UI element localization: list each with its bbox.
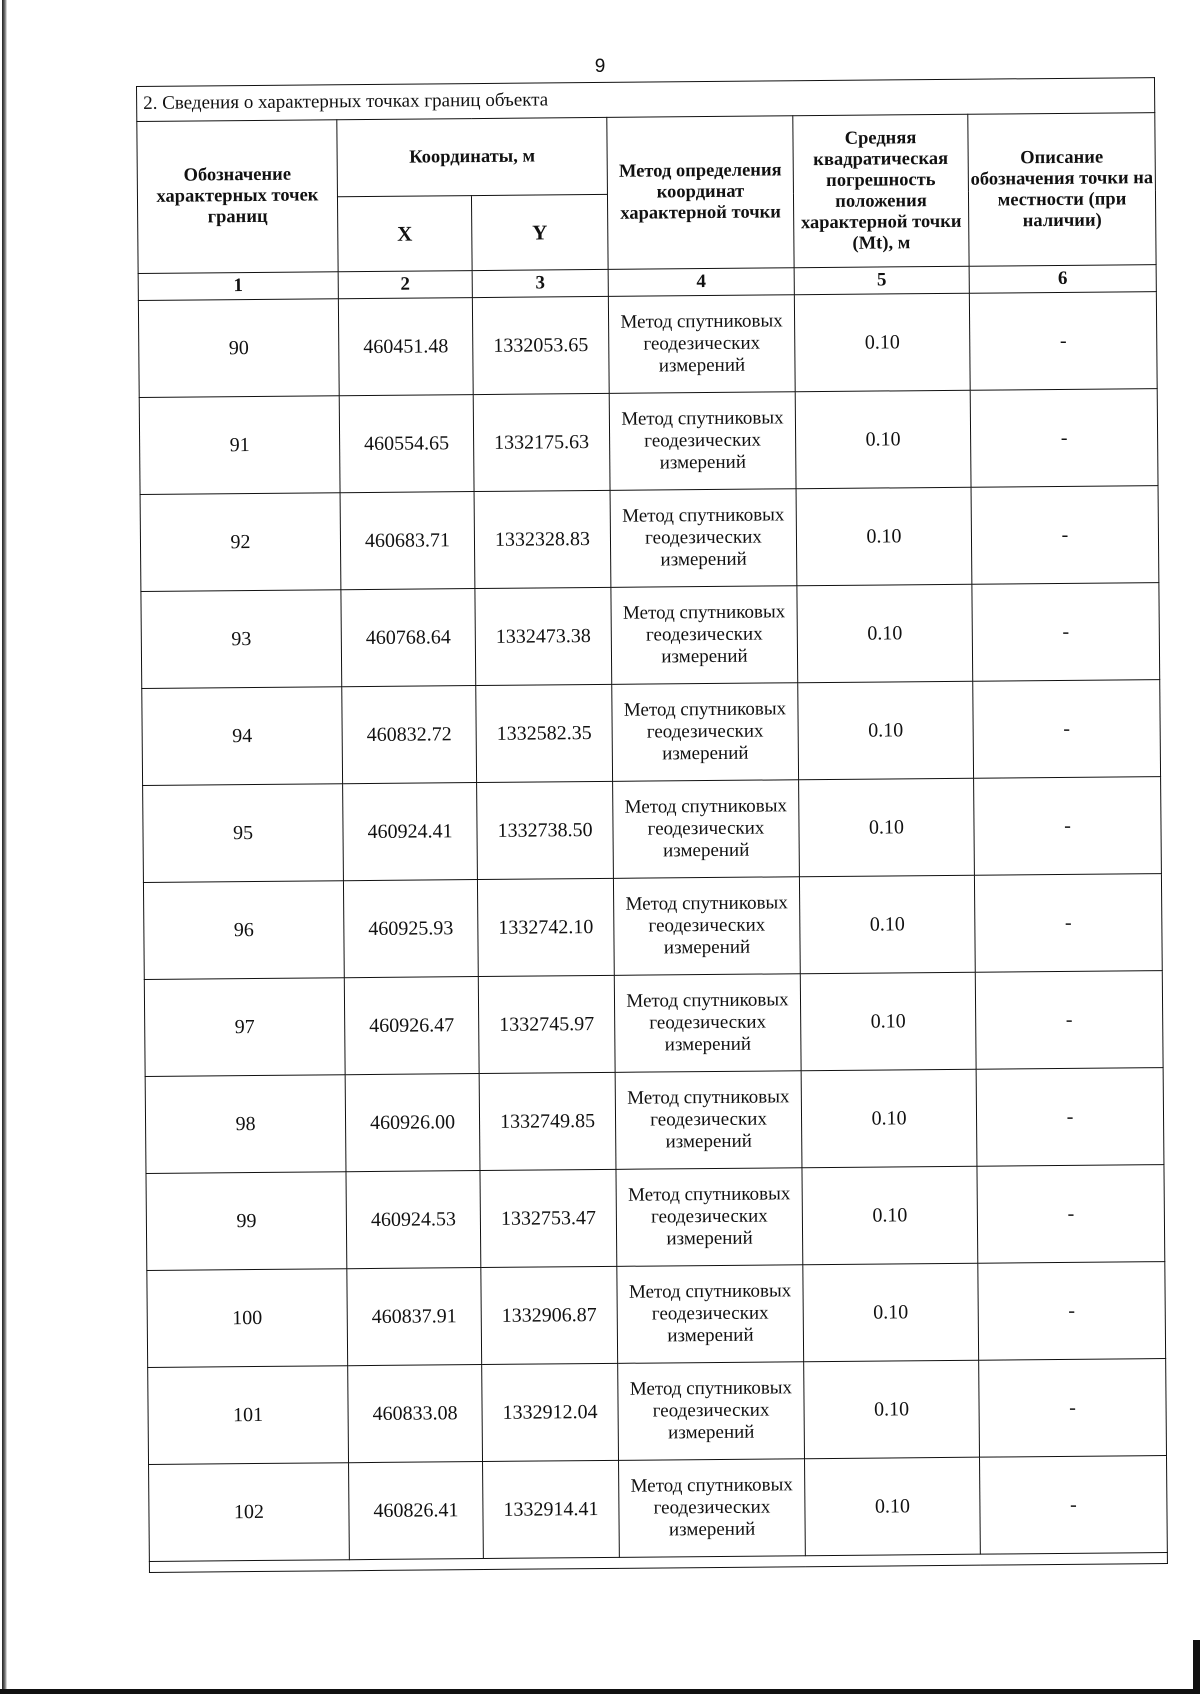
table-row (140, 486, 1159, 592)
point-description: - (977, 1165, 1165, 1264)
coordinate-x: 460924.41 (343, 783, 478, 881)
header-method: Метод определения координат характерной точки (607, 116, 794, 270)
mean-square-error: 0.10 (794, 293, 970, 392)
point-number: 98 (145, 1075, 346, 1174)
table-row (141, 583, 1160, 689)
table-row (138, 292, 1157, 398)
method: Метод спутниковых геодезических измерений (616, 1168, 803, 1267)
point-number: 94 (142, 687, 343, 786)
method: Метод спутниковых геодезических измерений (613, 780, 800, 879)
header-point-designation: Обозначение характерных точек границ (137, 120, 338, 274)
point-number: 90 (138, 299, 339, 398)
point-number: 92 (140, 493, 341, 592)
coordinate-x: 460826.41 (349, 1462, 484, 1560)
mean-square-error: 0.10 (799, 778, 975, 877)
point-number: 95 (143, 784, 344, 883)
header-description: Описание обозначения точки на местности (при наличии) (968, 113, 1156, 267)
mean-square-error: 0.10 (798, 681, 974, 780)
column-number-5: 5 (794, 266, 969, 295)
table-row (142, 680, 1161, 786)
point-description: - (969, 292, 1157, 391)
method: Метод спутниковых геодезических измерений (613, 877, 800, 976)
header-x: X (337, 196, 472, 272)
coordinate-y: 1332906.87 (481, 1266, 618, 1364)
coordinate-x: 460837.91 (347, 1268, 482, 1366)
coordinate-y: 1332738.50 (477, 781, 614, 879)
coordinate-y: 1332053.65 (472, 296, 609, 394)
table-row (146, 1165, 1165, 1271)
method: Метод спутниковых геодезических измерений (611, 586, 798, 685)
mean-square-error: 0.10 (805, 1457, 981, 1556)
scan-left-edge (2, 0, 7, 1694)
coordinate-y: 1332914.41 (483, 1460, 620, 1558)
coordinate-y: 1332473.38 (475, 587, 612, 685)
point-description: - (973, 680, 1161, 779)
mean-square-error: 0.10 (799, 875, 975, 974)
column-number-6: 6 (969, 265, 1156, 294)
coordinate-x: 460683.71 (340, 492, 475, 590)
coordinate-x: 460768.64 (341, 589, 476, 687)
point-description: - (972, 583, 1160, 682)
table-row (148, 1359, 1167, 1465)
point-number: 101 (148, 1366, 349, 1465)
column-number-4: 4 (608, 268, 794, 297)
point-number: 97 (144, 978, 345, 1077)
header-mean-square-error: Средняя квадратическая погрешность положения характерной точки (Mt), м (793, 114, 969, 268)
point-number: 100 (147, 1269, 348, 1368)
coordinate-x: 460925.93 (343, 880, 478, 978)
method: Метод спутниковых геодезических измерений (609, 392, 796, 491)
point-number: 96 (143, 881, 344, 980)
point-description: - (975, 971, 1163, 1070)
point-description: - (974, 874, 1162, 973)
point-description: - (979, 1359, 1167, 1458)
mean-square-error: 0.10 (802, 1166, 978, 1265)
point-description: - (979, 1456, 1167, 1555)
coordinate-y: 1332745.97 (478, 975, 615, 1073)
document-sheet (136, 77, 1167, 1573)
method: Метод спутниковых геодезических измерений (617, 1265, 804, 1364)
section-title: 2. Сведения о характерных точках границ объекта (137, 78, 1155, 122)
table-row (144, 971, 1163, 1077)
coordinate-x: 460554.65 (339, 395, 474, 493)
coordinate-x: 460924.53 (346, 1171, 481, 1269)
method: Метод спутниковых геодезических измерений (619, 1459, 806, 1558)
table-row (149, 1456, 1168, 1562)
scan-bottom-edge (0, 1689, 1200, 1694)
coordinate-x: 460926.00 (345, 1074, 480, 1172)
header-y: Y (471, 194, 608, 270)
point-number: 102 (149, 1463, 350, 1562)
table-row (147, 1262, 1166, 1368)
coordinate-y: 1332328.83 (474, 490, 611, 588)
point-description: - (970, 389, 1158, 488)
column-number-2: 2 (338, 271, 472, 299)
mean-square-error: 0.10 (804, 1360, 980, 1459)
method: Метод спутниковых геодезических измерений (612, 683, 799, 782)
scan-right-edge (1193, 1640, 1200, 1694)
coordinate-x: 460451.48 (338, 298, 473, 396)
mean-square-error: 0.10 (796, 487, 972, 586)
coordinate-y: 1332582.35 (476, 684, 613, 782)
mean-square-error: 0.10 (801, 1069, 977, 1168)
table-row (145, 1068, 1164, 1174)
point-number: 99 (146, 1172, 347, 1271)
mean-square-error: 0.10 (800, 972, 976, 1071)
column-number-1: 1 (138, 272, 338, 301)
method: Метод спутниковых геодезических измерений (614, 974, 801, 1073)
coordinate-x: 460832.72 (342, 686, 477, 784)
method: Метод спутниковых геодезических измерений (615, 1071, 802, 1170)
mean-square-error: 0.10 (795, 390, 971, 489)
column-number-3: 3 (472, 269, 608, 297)
method: Метод спутниковых геодезических измерений (618, 1362, 805, 1461)
point-description: - (971, 486, 1159, 585)
mean-square-error: 0.10 (797, 584, 973, 683)
table-row (139, 389, 1158, 495)
point-number: 93 (141, 590, 342, 689)
coordinate-y: 1332753.47 (480, 1169, 617, 1267)
method: Метод спутниковых геодезических измерений (610, 489, 797, 588)
mean-square-error: 0.10 (803, 1263, 979, 1362)
table-row (143, 777, 1162, 883)
header-coordinates: Координаты, м (337, 117, 608, 196)
coordinate-x: 460926.47 (344, 977, 479, 1075)
coordinate-y: 1332912.04 (482, 1363, 619, 1461)
coordinate-y: 1332749.85 (479, 1072, 616, 1170)
coordinate-y: 1332742.10 (477, 878, 614, 976)
point-description: - (974, 777, 1162, 876)
coordinate-y: 1332175.63 (473, 393, 610, 491)
table-body (138, 292, 1167, 1573)
point-number: 91 (139, 396, 340, 495)
method: Метод спутниковых геодезических измерений (608, 295, 795, 394)
table-row (143, 874, 1162, 980)
point-description: - (976, 1068, 1164, 1167)
page-number: 9 (594, 56, 606, 77)
boundary-points-table (136, 77, 1168, 1573)
coordinate-x: 460833.08 (348, 1365, 483, 1463)
point-description: - (978, 1262, 1166, 1361)
